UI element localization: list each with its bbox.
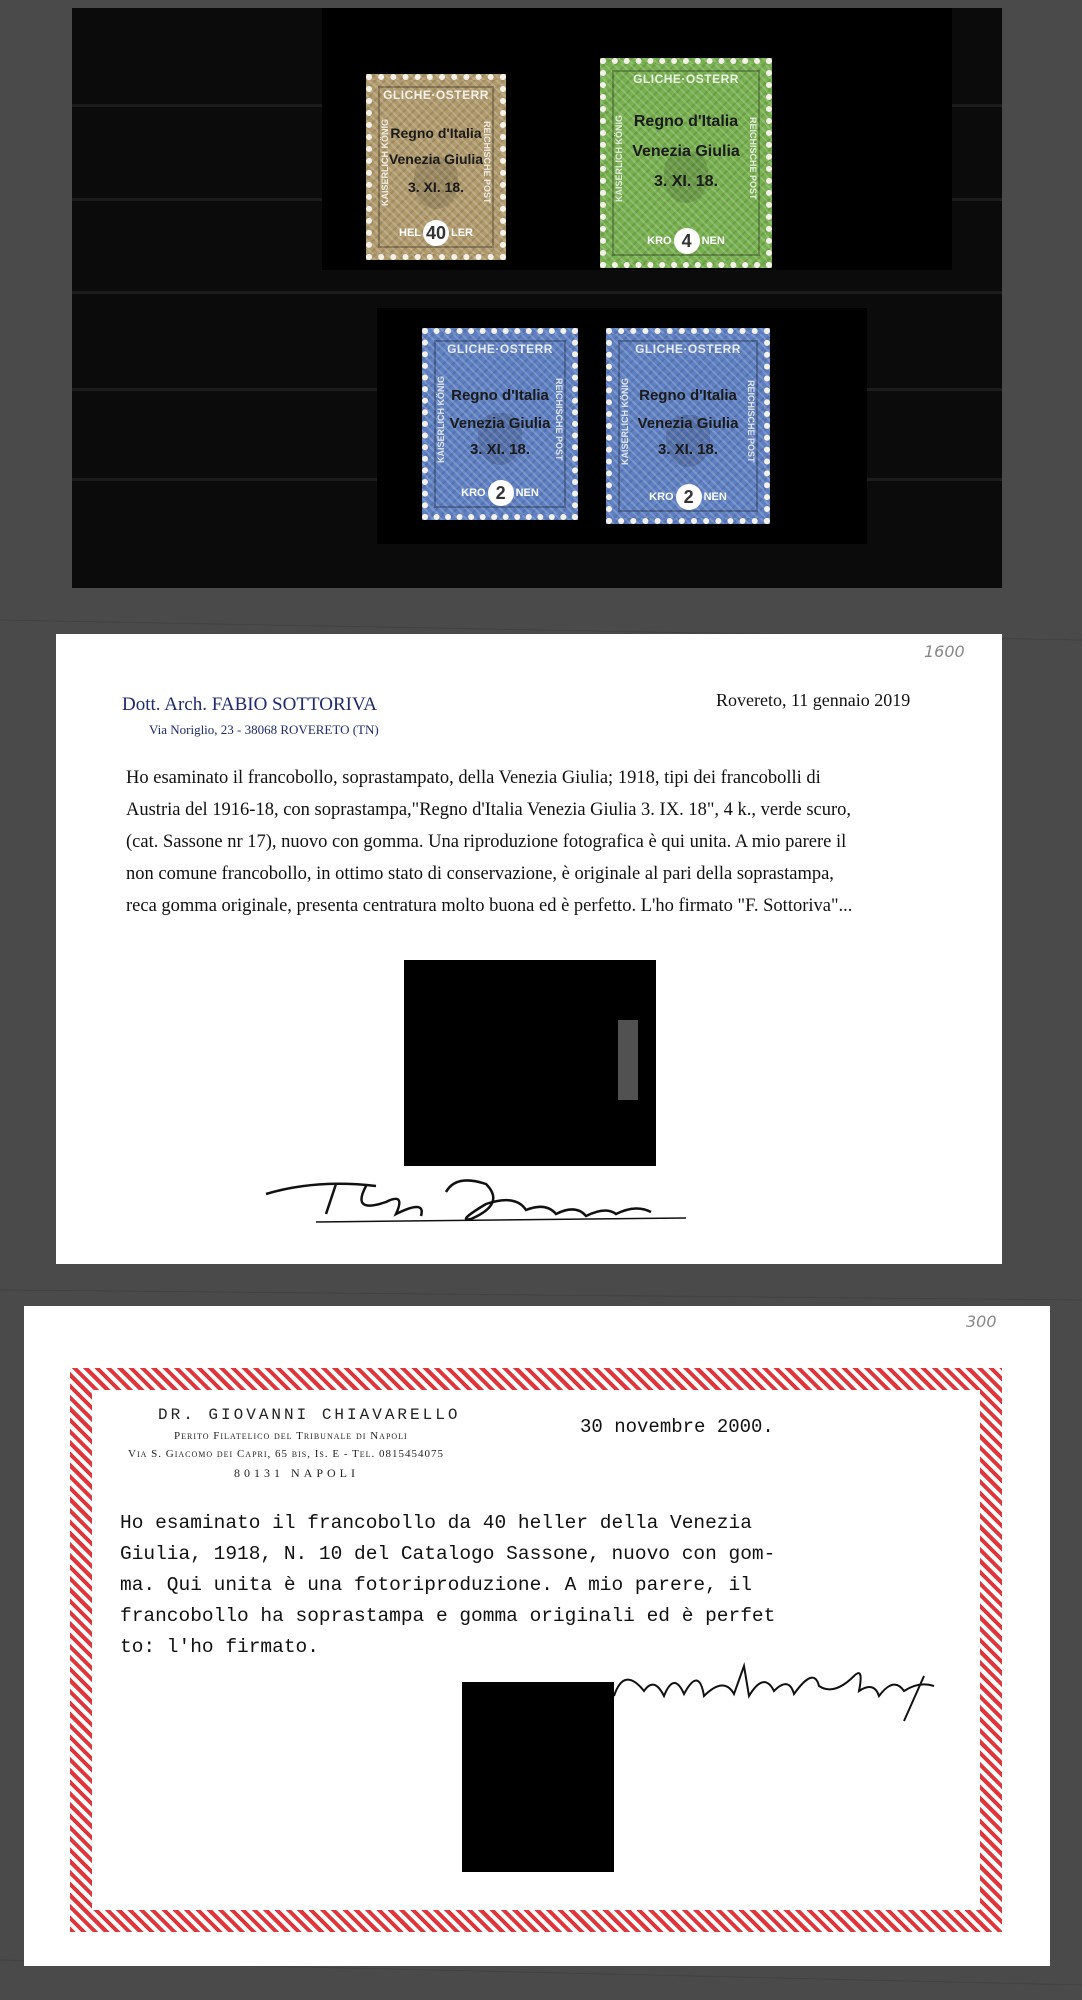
stamp-top-inscription: GLICHE·OSTERR <box>383 88 489 102</box>
overprint-line: Regno d'Italia <box>451 387 549 404</box>
text-line: Ho esaminato il francobollo, soprastampato, della Venezia Giulia; 1918, tipi dei francobolli di <box>126 768 821 788</box>
stamp-right-inscription: REICHISCHE POST <box>748 116 758 200</box>
stamp-photo <box>404 960 656 1166</box>
text-line: non comune francobollo, in ottimo stato di conservazione, è originale al pari della soprastampa, <box>126 864 834 884</box>
expert-name: DR. GIOVANNI CHIAVARELLO <box>158 1406 461 1424</box>
text-line: Giulia, 1918, N. 10 del Catalogo Sassone, nuovo con gom- <box>120 1543 776 1565</box>
stamp-left-inscription: KAISERLICH KÖNIG <box>436 375 446 463</box>
signature <box>604 1636 984 1726</box>
stamp-right-inscription: REICHISCHE POST <box>482 120 492 204</box>
stamp-value: HEL 40 LER <box>378 220 494 246</box>
stamp-s4 <box>606 328 770 524</box>
overprint-line: Regno d'Italia <box>639 387 737 404</box>
text-line: Austria del 1916-18, con soprastampa,"Regno d'Italia Venezia Giulia 3. IX. 18", 4 k., verde scuro, <box>126 800 852 820</box>
stamp-left-inscription: KAISERLICH KÖNIG <box>620 377 630 465</box>
overprint-line: Regno d'Italia <box>633 113 739 130</box>
overprint-line: Regno d'Italia <box>390 125 482 141</box>
expert-city: 80131 NAPOLI <box>234 1466 359 1480</box>
overprint-line: 3. XI. 18. <box>469 441 531 458</box>
expert-title: Perito Filatelico del Tribunale di Napoli <box>174 1430 408 1442</box>
text-line: ma. Qui unita è una fotoriproduzione. A mio parere, il <box>120 1574 752 1596</box>
stamp-value: KRO 2 NEN <box>618 484 758 510</box>
expert-address: Via S. Giacomo dei Capri, 65 bis, Is. E - Tel. 0815454075 <box>128 1448 445 1460</box>
stamp-photo <box>462 1682 614 1872</box>
stamp-right-inscription: REICHISCHE POST <box>746 379 756 463</box>
stamp-s3 <box>422 328 578 520</box>
certificate-date: Rovereto, 11 gennaio 2019 <box>716 690 911 710</box>
overprint-line: Venezia Giulia <box>388 151 484 167</box>
overprint-line: 3. XI. 18. <box>653 173 719 190</box>
overprint-line: Venezia Giulia <box>637 415 739 432</box>
certificate-date: 30 novembre 2000. <box>580 1416 774 1438</box>
stamp-top-inscription: GLICHE·OSTERR <box>635 342 741 356</box>
text-line: francobollo ha soprastampa e gomma originali ed è perfet <box>120 1605 776 1627</box>
stamp-right-inscription: REICHISCHE POST <box>554 377 564 461</box>
stamp-value: KRO 2 NEN <box>434 480 566 506</box>
pencil-price-note: 300 <box>966 1312 997 1331</box>
stamp-s2 <box>600 58 772 268</box>
overprint-line: Venezia Giulia <box>632 143 740 160</box>
stamp-top-inscription: GLICHE·OSTERR <box>447 342 553 356</box>
overprint-line: 3. XI. 18. <box>657 441 719 458</box>
expert-address: Via Noriglio, 23 - 38068 ROVERETO (TN) <box>149 722 379 737</box>
stamp-left-inscription: KAISERLICH KÖNIG <box>614 114 624 202</box>
text-line: to: l'ho firmato. <box>120 1636 319 1658</box>
overprint-line: Venezia Giulia <box>449 415 551 432</box>
text-line: reca gomma originale, presenta centratura molto buona ed è perfetto. L'ho firmato "F. Sottoriva"... <box>126 896 853 916</box>
stamp-value: KRO 4 NEN <box>612 228 760 254</box>
expert-name: Dott. Arch. FABIO SOTTORIVA <box>122 694 377 715</box>
stamp-s1 <box>366 74 506 260</box>
stamp-left-inscription: KAISERLICH KÖNIG <box>380 118 390 206</box>
signature <box>256 1144 696 1234</box>
text-line: Ho esaminato il francobollo da 40 heller della Venezia <box>120 1512 752 1534</box>
pencil-price-note: 1600 <box>924 642 965 661</box>
certificate-text <box>126 762 986 922</box>
stamp-top-inscription: GLICHE·OSTERR <box>633 72 739 86</box>
overprint-line: 3. XI. 18. <box>407 179 465 195</box>
certificate-chiavarello <box>24 1306 1050 1966</box>
certificate-sottoriva <box>56 634 1002 1264</box>
text-line: (cat. Sassone nr 17), nuovo con gomma. Una riproduzione fotografica è qui unita. A mio parere il <box>126 832 847 852</box>
